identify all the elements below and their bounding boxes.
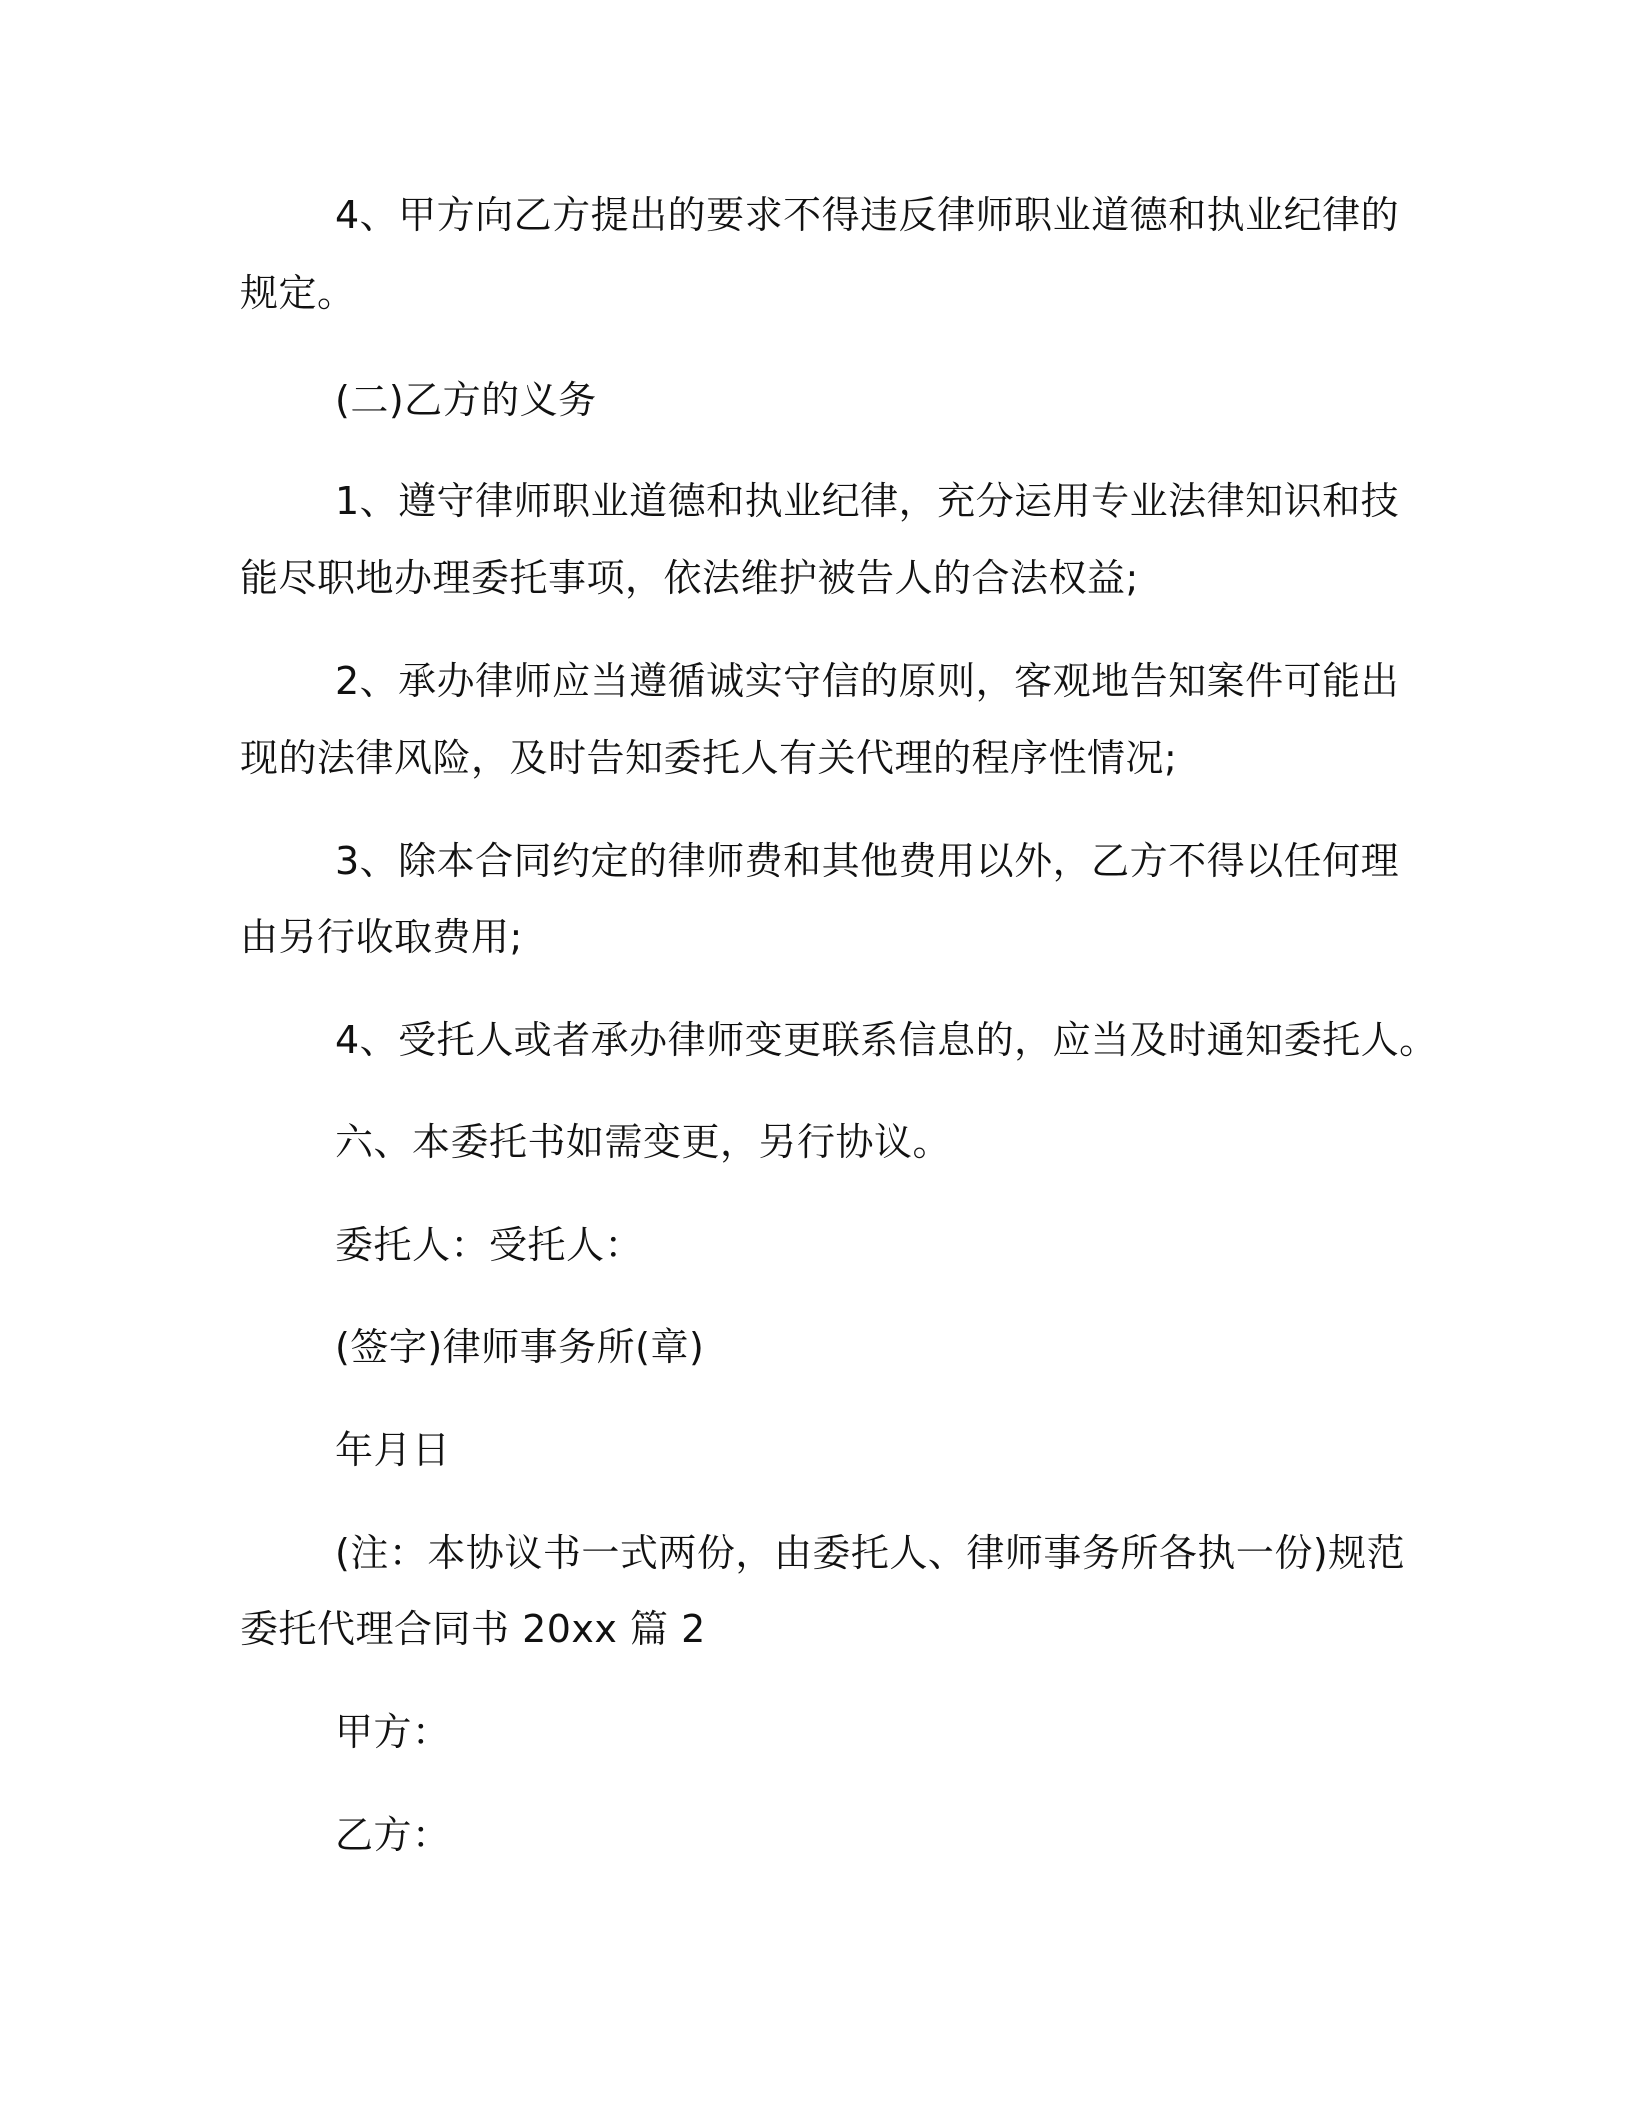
- clause-six: 六、本委托书如需变更，另行协议。: [335, 1120, 952, 1164]
- signature-seal-line: (签字)律师事务所(章): [335, 1325, 705, 1369]
- note-line-1: (注：本协议书一式两份，由委托人、律师事务所各执一份)规范: [335, 1531, 1406, 1575]
- date-line: 年月日: [335, 1428, 451, 1472]
- duty-2-line-2: 现的法律风险，及时告知委托人有关代理的程序性情况;: [240, 736, 1178, 780]
- duty-3-line-1: 3、除本合同约定的律师费和其他费用以外，乙方不得以任何理: [335, 839, 1400, 883]
- duty-1-line-2: 能尽职地办理委托事项，依法维护被告人的合法权益;: [240, 556, 1139, 600]
- paragraph-requirement-line-2: 规定。: [240, 271, 356, 315]
- duty-2-line-1: 2、承办律师应当遵循诚实守信的原则，客观地告知案件可能出: [335, 659, 1400, 703]
- section-heading-yi-duties: (二)乙方的义务: [335, 378, 597, 422]
- party-a-label: 甲方：: [335, 1710, 451, 1754]
- duty-4-line-1: 4、受托人或者承办律师变更联系信息的，应当及时通知委托人。: [335, 1018, 1438, 1062]
- duty-1-line-1: 1、遵守律师职业道德和执业纪律，充分运用专业法律知识和技: [335, 479, 1400, 523]
- signatories-line: 委托人：受托人：: [335, 1223, 644, 1267]
- paragraph-requirement-line-1: 4、甲方向乙方提出的要求不得违反律师职业道德和执业纪律的: [335, 193, 1400, 237]
- duty-3-line-2: 由另行收取费用;: [240, 915, 523, 959]
- note-line-2-title: 委托代理合同书 20xx 篇 2: [240, 1607, 706, 1651]
- party-b-label: 乙方：: [335, 1813, 451, 1857]
